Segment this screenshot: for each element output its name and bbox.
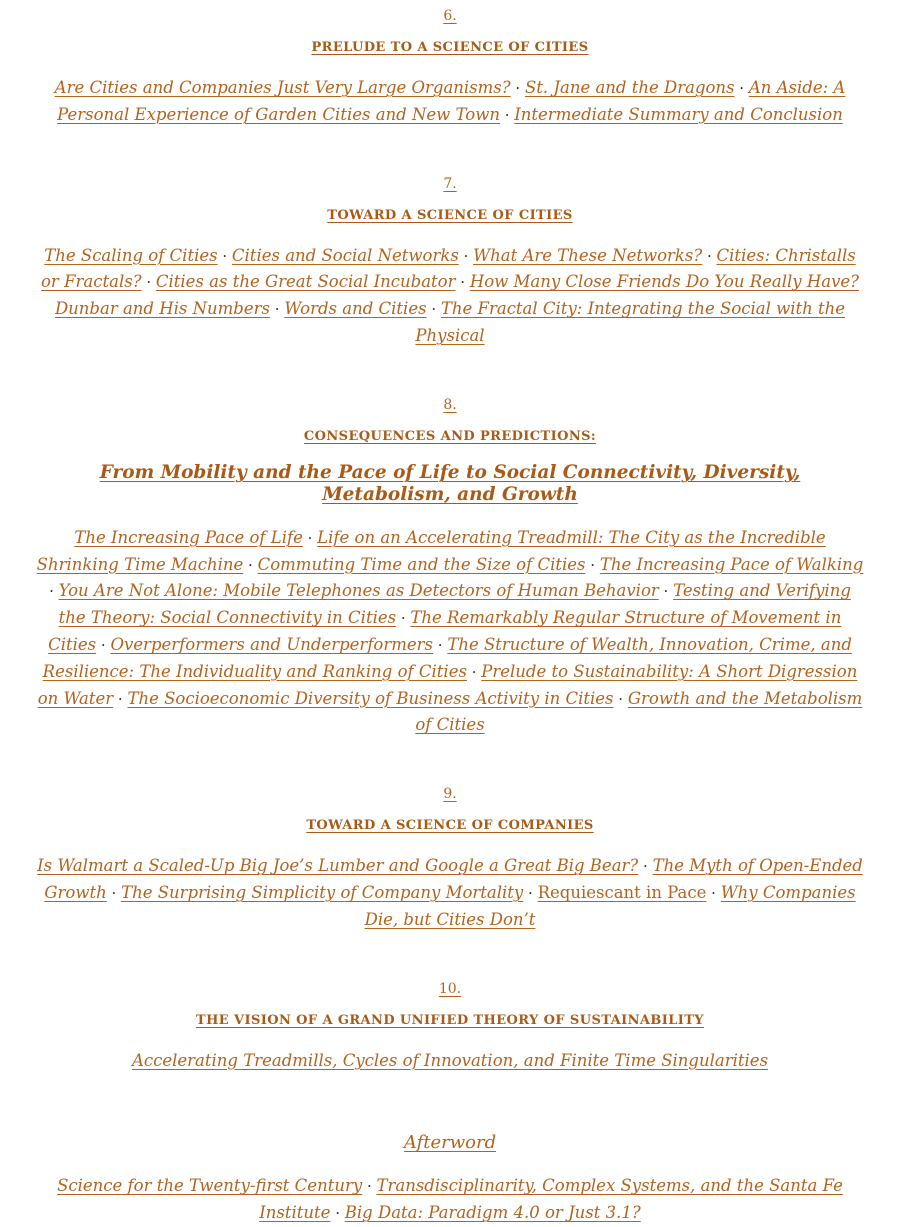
dot-separator: ·	[330, 1204, 345, 1223]
chapter-number	[0, 8, 900, 24]
dot-separator: ·	[702, 246, 717, 265]
toc-entry-link[interactable]: Growth and the Metabolism of Cities	[415, 688, 863, 735]
section-links	[34, 853, 866, 933]
dot-separator: ·	[243, 555, 258, 574]
toc-entry-link[interactable]: Why Companies Die, but Cities Don’t	[364, 882, 856, 929]
dot-separator: ·	[141, 273, 156, 292]
chapter-subtitle	[40, 462, 860, 506]
toc-entry-link[interactable]: The Increasing Pace of Life	[74, 527, 303, 547]
chapter-subtitle-link[interactable]: From Mobility and the Pace of Life to Social Connectivity, Diversity, Metabolism, and Growth	[99, 461, 801, 505]
chapter-title	[0, 208, 900, 223]
chapter-number	[0, 981, 900, 997]
dot-separator: ·	[433, 635, 448, 654]
dot-separator: ·	[113, 689, 128, 708]
toc-section-chapter-8	[0, 397, 900, 739]
chapter-number-link[interactable]: 8.	[443, 396, 457, 413]
toc-entry-link[interactable]: Is Walmart a Scaled-Up Big Joe’s Lumber and Google a Great Big Bear?	[37, 856, 639, 876]
toc-entry-link[interactable]: How Many Close Friends Do You Really Have? Dunbar and His Numbers	[54, 272, 859, 319]
dot-separator: ·	[613, 689, 628, 708]
toc-entry-link[interactable]: Prelude to Sustainability: A Short Digression on Water	[37, 661, 858, 708]
dot-separator: ·	[706, 883, 721, 902]
dot-separator: ·	[658, 582, 674, 601]
dot-separator: ·	[396, 609, 411, 628]
dot-separator: ·	[638, 857, 653, 876]
dot-separator: ·	[455, 273, 470, 292]
section-links	[34, 525, 866, 739]
chapter-title-link[interactable]: PRELUDE TO A SCIENCE OF CITIES	[311, 40, 589, 55]
chapter-number	[0, 397, 900, 413]
toc-section-chapter-6	[0, 8, 900, 129]
chapter-number-link[interactable]: 10.	[438, 980, 462, 997]
toc-entry-link[interactable]: St. Jane and the Dragons	[524, 78, 735, 97]
section-links	[34, 75, 866, 129]
chapter-number	[0, 786, 900, 802]
dot-separator: ·	[510, 79, 525, 97]
chapter-number-link[interactable]: 7.	[443, 175, 457, 192]
chapter-number-link[interactable]: 9.	[443, 786, 457, 803]
toc-section-chapter-10	[0, 981, 900, 1075]
toc-entry-link[interactable]: Cities and Social Networks	[231, 245, 459, 265]
toc-entry-link[interactable]: The Surprising Simplicity of Company Mortality	[121, 882, 524, 902]
toc-entry-link[interactable]: Cities as the Great Social Incubator	[155, 272, 456, 292]
chapter-title	[0, 818, 900, 833]
section-links	[34, 1048, 866, 1075]
toc-entry-link[interactable]: What Are These Networks?	[473, 245, 703, 265]
toc-section-chapter-7	[0, 176, 900, 350]
toc-entry-link[interactable]: Intermediate Summary and Conclusion	[514, 104, 843, 124]
toc-sections	[0, 8, 900, 1227]
dot-separator: ·	[302, 528, 318, 547]
toc-entry-link[interactable]: Requiescant in Pace	[537, 882, 707, 902]
toc-entry-link[interactable]: The Increasing Pace of Walking	[599, 554, 864, 574]
chapter-title-link[interactable]: CONSEQUENCES AND PREDICTIONS:	[303, 428, 597, 444]
dot-separator: ·	[362, 1177, 377, 1196]
toc-entry-link[interactable]: The Scaling of Cities	[44, 245, 218, 265]
chapter-title-link[interactable]: TOWARD A SCIENCE OF COMPANIES	[306, 818, 594, 834]
afterword-title-link[interactable]: Afterword	[403, 1132, 497, 1154]
chapter-title	[0, 40, 900, 55]
chapter-title-link[interactable]: TOWARD A SCIENCE OF CITIES	[327, 207, 573, 223]
toc-entry-link[interactable]: The Fractal City: Integrating the Social with the Physical	[415, 299, 846, 345]
toc-entry-link[interactable]: Big Data: Paradigm 4.0 or Just 3.1?	[344, 1203, 641, 1223]
dot-separator: ·	[426, 300, 441, 319]
toc-entry-link[interactable]: Cities: Christalls or Fractals?	[41, 245, 856, 292]
toc-entry-link[interactable]: The Remarkably Regular Structure of Movement in Cities	[48, 608, 842, 654]
chapter-title	[0, 429, 900, 444]
toc-entry-link[interactable]: The Myth of Open-Ended Growth	[44, 856, 863, 902]
dot-separator: ·	[499, 105, 515, 124]
afterword-title	[0, 1132, 900, 1153]
section-links	[34, 243, 866, 350]
dot-separator: ·	[96, 635, 111, 654]
dot-separator: ·	[585, 555, 600, 574]
dot-separator: ·	[106, 883, 122, 902]
toc-entry-link[interactable]: Transdisciplinarity, Complex Systems, and the Santa Fe Institute	[259, 1176, 843, 1223]
section-links	[34, 1173, 866, 1227]
dot-separator: ·	[734, 79, 749, 97]
toc-entry-link[interactable]: Testing and Verifying the Theory: Social Connectivity in Cities	[58, 581, 851, 628]
dot-separator: ·	[49, 582, 59, 601]
toc-entry-link[interactable]: An Aside: A Personal Experience of Garden Cities and New Town	[57, 78, 846, 124]
toc-section-chapter-9	[0, 786, 900, 933]
toc-entry-link[interactable]: Life on an Accelerating Treadmill: The City as the Incredible Shrinking Time Machine	[36, 527, 826, 574]
toc-entry-link[interactable]: Are Cities and Companies Just Very Large Organisms?	[54, 78, 511, 97]
toc-entry-link[interactable]: Science for the Twenty-first Century	[57, 1176, 363, 1196]
toc-entry-link[interactable]: Words and Cities	[284, 299, 427, 319]
dot-separator: ·	[466, 662, 482, 681]
toc-entry-link[interactable]: The Structure of Wealth, Innovation, Crime, and Resilience: The Individuality and Ranking of Cities	[42, 634, 852, 681]
dot-separator: ·	[458, 246, 474, 265]
dot-separator: ·	[270, 300, 285, 319]
chapter-number-link[interactable]: 6.	[443, 8, 457, 24]
chapter-title-link[interactable]: THE VISION OF A GRAND UNIFIED THEORY OF SUSTAINABILITY	[196, 1012, 704, 1028]
toc-entry-link[interactable]: You Are Not Alone: Mobile Telephones as Detectors of Human Behavior	[58, 581, 659, 601]
dot-separator: ·	[217, 246, 232, 265]
toc-entry-link[interactable]: The Socioeconomic Diversity of Business Activity in Cities	[127, 688, 614, 708]
toc-entry-link[interactable]: Accelerating Treadmills, Cycles of Innovation, and Finite Time Singularities	[131, 1050, 769, 1070]
toc-entry-link[interactable]: Overperformers and Underperformers	[110, 634, 434, 654]
chapter-title	[0, 1013, 900, 1028]
chapter-number	[0, 176, 900, 192]
dot-separator: ·	[523, 883, 538, 902]
toc-section-afterword	[0, 1132, 900, 1227]
toc-entry-link[interactable]: Commuting Time and the Size of Cities	[257, 554, 586, 574]
